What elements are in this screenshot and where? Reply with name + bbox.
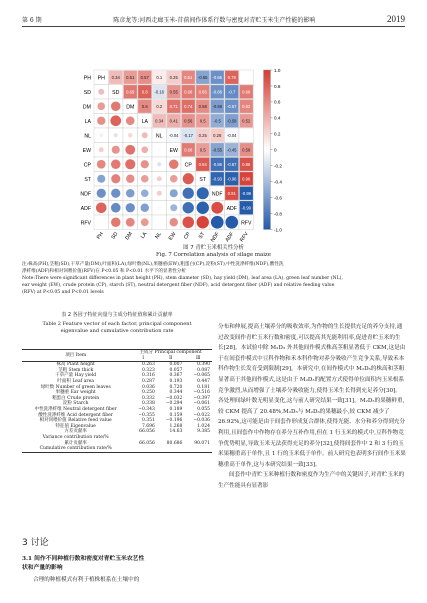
- running-title: 陈彦龙等:河西走廊玉米-苜蓿间作体系行数与密度对青贮玉米生产性能的影响: [113, 17, 316, 24]
- row-value: 66.056: [139, 440, 155, 446]
- diagonal-label: SD: [112, 89, 120, 96]
- cell-value: 0.69: [126, 89, 135, 95]
- heatmap-circle: [111, 218, 120, 227]
- row-label: 绿叶数 Number of green leaves: [40, 384, 111, 390]
- row-value: 9.385: [197, 429, 210, 435]
- col-label-nl: NL: [154, 231, 163, 241]
- table2: [22, 349, 212, 453]
- col-label-ph: PH: [95, 231, 105, 241]
- table2-header-pc: 主成分 Principal component: [139, 350, 202, 355]
- cell-value: 0.34: [111, 74, 120, 80]
- heatmap-circle: [197, 216, 209, 228]
- row-value: 0.323: [141, 367, 155, 373]
- color-scale-bar: [264, 70, 271, 230]
- cell-value: -0.16: [154, 89, 165, 95]
- heatmap-circle: [183, 173, 194, 184]
- heatmap-circle: [157, 162, 161, 166]
- heatmap-circle: [126, 203, 135, 212]
- cell-value: -0.17: [183, 132, 194, 138]
- cell-value: 0.68: [184, 147, 193, 153]
- row-value: 1.268: [169, 423, 183, 429]
- heatmap-circle: [169, 160, 178, 169]
- subsection-heading-line1: 3.1 间作不同种植行数和密度对青贮玉米农艺性: [22, 556, 145, 562]
- row-value: 7.696: [141, 423, 155, 429]
- cell-value: -0.96: [226, 176, 237, 182]
- cell-value: -0.5: [213, 118, 221, 124]
- row-value: 0.193: [169, 378, 183, 384]
- heatmap-circle: [112, 146, 120, 154]
- diagonal-label: NDF: [211, 191, 223, 198]
- cell-value: -0.66: [212, 89, 223, 95]
- row-value: 66.056: [139, 429, 155, 435]
- row-value: 0.720: [169, 384, 183, 390]
- row-value: −0.196: [165, 418, 183, 424]
- heatmap-circle: [182, 216, 194, 228]
- table2-caption-en-2: eigenvalue and cumulative contribution rate: [60, 328, 174, 334]
- heatmap-circle: [111, 160, 120, 169]
- row-value: 0.250: [141, 390, 155, 396]
- heatmap-circle: [100, 134, 103, 137]
- row-value: 14.63: [169, 429, 183, 435]
- cell-value: 0.25: [198, 132, 207, 138]
- cell-value: 0.79: [227, 74, 236, 80]
- col-label-cp: CP: [182, 231, 192, 241]
- row-label-ndf: NDF: [80, 191, 91, 198]
- diagonal-label: LA: [141, 118, 148, 125]
- figure-note-3: Note:There were significant differences in plant height (PH), stem diameter (SD), hay yield (DM), leaf area (LA), green leaf number (NL),: [22, 276, 343, 281]
- heatmap-cell-border: [239, 128, 254, 143]
- heatmap-circle: [157, 176, 162, 181]
- row-value: −0.516: [193, 390, 210, 396]
- left-body-text: 合理的种植模式有利于植株根系在土壤中的: [33, 577, 140, 583]
- diagonal-label: DM: [126, 104, 135, 111]
- table2-header-col2: Ⅱ: [169, 355, 173, 361]
- cell-value: 0.52: [242, 118, 251, 124]
- row-label: 株高 Plant height: [56, 362, 95, 368]
- heatmap-circle: [114, 133, 118, 137]
- cell-value: 0.41: [169, 118, 178, 124]
- row-value: 80.686: [166, 440, 183, 446]
- row-value: −0.397: [193, 395, 210, 401]
- row-value: 0.189: [169, 406, 183, 412]
- table-row: [22, 446, 212, 452]
- heatmap-grid: [80, 70, 253, 243]
- cell-value: 0.58: [242, 147, 251, 153]
- heatmap-circle: [110, 115, 121, 126]
- table2-caption-cn: 表 2 各因子特征向量与主成分特征值和累计贡献率: [61, 312, 173, 318]
- cell-value: -0.93: [212, 176, 223, 182]
- row-label: 中性洗涤纤维 Neutral detergent fiber: [34, 406, 117, 412]
- heatmap-circle: [170, 175, 178, 183]
- heatmap-circle: [97, 102, 105, 110]
- row-value: −0.032: [165, 395, 183, 401]
- cell-value: 0.34: [155, 118, 164, 124]
- cell-value: 0.57: [140, 74, 149, 80]
- row-value: −0.022: [193, 412, 210, 418]
- row-value: −0.036: [193, 418, 210, 424]
- cell-value: 0.74: [184, 103, 193, 109]
- heatmap-circle: [125, 145, 135, 155]
- figure-note-1: 注:株高(PH),茎粗(SD),干草产量(DM),叶面积(LA),绿叶数(NL),果穗重(EW),粗蛋白(CP),淀粉(ST),中性洗涤纤维(NDF),酸性洗: [22, 262, 284, 267]
- row-label: 淀粉 Starch: [62, 401, 89, 407]
- subsection-heading-line2: 状和产量的影响: [22, 565, 63, 571]
- cell-value: -0.67: [226, 103, 237, 109]
- diagonal-label: NL: [155, 133, 163, 140]
- row-label: 果穗重 Ear weight: [55, 390, 96, 396]
- heatmap-circle: [111, 101, 121, 111]
- diagonal-label: RFV: [241, 220, 252, 227]
- cell-value: 0.1: [156, 74, 163, 80]
- cell-value: -0.55: [197, 74, 208, 80]
- scale-tick-label: 0.6: [274, 99, 281, 105]
- table2-body: [22, 362, 212, 453]
- row-label: 粗蛋白 Crude protein: [52, 395, 100, 401]
- row-value: 90.071: [194, 440, 210, 446]
- diagonal-label: ADF: [226, 205, 237, 212]
- row-label-sd: SD: [83, 89, 91, 96]
- row-value: 0.338: [141, 401, 155, 407]
- heatmap-circle: [141, 218, 149, 226]
- row-value: [157, 446, 185, 452]
- cell-value: 0.5: [199, 118, 206, 124]
- cell-value: 0.68: [184, 89, 193, 95]
- figure-note-2: 涤纤维(ADF)和相对饲喂价值(RFV)在 P<0.05 和 P<0.01 水平下的显著性分析: [22, 269, 186, 274]
- table2-header-col1: Ⅰ: [142, 355, 144, 361]
- scale-tick-label: -0.8: [274, 211, 282, 217]
- row-value: 0.332: [141, 395, 155, 401]
- row-value: 0.036: [141, 384, 155, 390]
- row-value: 0.055: [197, 406, 210, 412]
- heatmap-circle: [126, 218, 135, 227]
- row-label: 方差贡献率: [64, 429, 87, 435]
- scale-tick-label: -1.0: [274, 227, 282, 233]
- heatmap-circle: [170, 189, 178, 197]
- row-value: 0.181: [197, 384, 210, 390]
- scale-tick-label: -0.2: [274, 163, 282, 169]
- row-label-ew: EW: [82, 147, 91, 154]
- heatmap-circle: [98, 89, 104, 95]
- row-label-ph: PH: [83, 75, 91, 82]
- heatmap-circle: [211, 216, 224, 229]
- row-label-st: ST: [84, 176, 91, 183]
- row-label: 相对饲喂价值 Relative feed value: [39, 418, 112, 424]
- heatmap-circle: [158, 206, 161, 209]
- cell-value: -0.04: [168, 132, 179, 138]
- paragraph-1: 分布和伸展,提高土壤养分的吸收效率,为作物的生长提供充足的养分支持,通过改变间作青贮玉米行数和密度,可以提高其光能利用率,促进青贮玉米的生长[28]。本试验中除 M₂D₃ 外其他间作模式株高茎粗显著低于 CKM,这是由于在间套作模式中豆科作物和禾本科作物对养分吸收产生竞争关系,导致禾本科作物生长发育受到限制[29]。本研究中,在间作模式中 M₂D₃的株高和茎粗显著高于其他间作模式,这是由于 M₂D₃的配置方式使得单位面积内玉米根系竞争激烈,从而增强了土壤养分吸收能力,使得玉米生长得到充足养分[30]。各处理间绿叶数无明显变化,这与前人研究结果一致[31]。M₂D₃的果穗鲜重,较 CKM 提高了 20.48%,M₂D₃与 M₂D₃的果穗最小,较 CKM 减少了 26.92%,这可能是由于间套作形成复合群体,使得光能、水分和养分得到充分利用,且间套作中作物存在养分互补作用,但在 1 行玉米的模式中,豆科作物竞争优势明显,导致玉米无法获得充足的养分[32],使得间套作中 2 和 3 行的玉米果穗重高于单作,且 1 行的玉米低于单作。前人研究也表明多行间作玉米果穗重高于单作,这与本研究结果一致[33]。: [218, 324, 406, 468]
- scale-tick-label: 0.8: [274, 83, 281, 89]
- cell-value: 0.88: [242, 161, 251, 167]
- row-value: −0.061: [193, 401, 210, 407]
- heatmap-circle: [142, 132, 148, 138]
- row-label: 特征值 Eigenvalue: [55, 423, 96, 429]
- row-label-la: LA: [84, 118, 91, 125]
- heatmap-circle: [197, 202, 209, 214]
- cell-value: 0.68: [242, 89, 251, 95]
- scale-tick-label: 1.0: [274, 67, 281, 73]
- row-value: 0.087: [197, 367, 210, 373]
- heatmap-circle: [111, 174, 120, 183]
- row-value: 0.057: [169, 367, 183, 373]
- row-label: Cumulative contribution rate/%: [39, 446, 112, 452]
- row-label: 干草产量 Hay yield: [55, 373, 97, 379]
- row-value: 0.159: [169, 412, 183, 418]
- heatmap-circle: [141, 160, 149, 168]
- figure-caption-en: Fig. 7 Correlation analysis of silage maize: [156, 252, 271, 258]
- heatmap-circle: [141, 175, 149, 183]
- cell-value: -0.66: [212, 74, 223, 80]
- cell-value: 0.56: [184, 118, 193, 124]
- heatmap-circle: [141, 189, 149, 197]
- cell-value: 0.5: [199, 147, 206, 153]
- heatmap-circle: [126, 116, 135, 125]
- row-value: 1.024: [197, 423, 210, 429]
- cell-value: -0.59: [212, 103, 223, 109]
- heatmap-circle: [97, 160, 106, 169]
- row-label: 累计贡献率: [64, 440, 87, 446]
- row-label: 茎粗 Stem thick: [58, 367, 94, 373]
- heatmap-circle: [111, 189, 120, 198]
- heatmap-circle: [158, 148, 161, 151]
- figure-note-4: ear weight (EW), crude protein (CP), starch (ST), neutral detergent fiber (NDF), acid detergent fiber (ADF) and relative feeding value: [22, 283, 335, 288]
- heatmap-circle: [170, 218, 178, 226]
- cell-value: -0.7: [228, 89, 236, 95]
- diagonal-label: CP: [184, 162, 192, 169]
- heatmap-circle: [128, 133, 132, 137]
- row-value: 0.367: [169, 373, 183, 379]
- right-column-text: [218, 322, 406, 492]
- cell-value: 0.6: [141, 103, 148, 109]
- heatmap-circle: [111, 203, 121, 213]
- scale-tick-label: 0: [274, 147, 277, 153]
- col-label-rfv: RFV: [239, 231, 250, 244]
- heatmap-cell-border: [94, 215, 109, 230]
- col-label-sd: SD: [110, 231, 120, 241]
- heatmap-circle: [183, 188, 194, 199]
- heatmap-circle: [183, 202, 194, 213]
- cell-value: 0.91: [227, 190, 236, 196]
- running-header: [22, 8, 405, 27]
- row-value: −0.355: [138, 412, 155, 418]
- heatmap-circle: [126, 175, 134, 183]
- cell-value: 0.8: [141, 89, 148, 95]
- cell-value: -0.55: [212, 147, 223, 153]
- scale-tick-label: -0.6: [274, 195, 282, 201]
- cell-value: 0.65: [198, 89, 207, 95]
- row-label-adf: ADF: [80, 205, 91, 212]
- row-label-nl: NL: [84, 133, 91, 140]
- row-value: 0.351: [141, 418, 155, 424]
- scale-tick-label: 0.4: [274, 115, 281, 121]
- heatmap-circle: [141, 204, 149, 212]
- heatmap-circle: [211, 202, 223, 214]
- cell-value: 0.26: [213, 132, 222, 138]
- row-value: −0.343: [138, 406, 155, 412]
- cell-value: 0.96: [242, 176, 251, 182]
- row-label: 酸性洗涤纤维 Acid detergent fiber: [38, 412, 113, 418]
- cell-value: -0.99: [241, 190, 252, 196]
- row-value: 0.390: [197, 362, 210, 368]
- heatmap-circle: [225, 216, 238, 229]
- table2-header-item: 项目 Item: [22, 350, 129, 362]
- page-number: 2019: [387, 14, 405, 24]
- cell-value: -0.45: [226, 147, 237, 153]
- cell-value: 0.55: [169, 89, 178, 95]
- figure-note-5: (RFV) at P<0.05 and P<0.01 levels: [22, 290, 104, 295]
- diagonal-label: EW: [169, 147, 178, 154]
- cell-value: 0.62: [242, 103, 251, 109]
- col-label-st: ST: [197, 231, 207, 241]
- table2-header-col3: Ⅲ: [196, 355, 201, 361]
- scale-tick-label: 0.2: [274, 131, 281, 137]
- section-heading: 3 讨论: [22, 538, 49, 548]
- scale-tick-label: -0.4: [274, 179, 282, 185]
- diagonal-label: ST: [199, 176, 207, 183]
- cell-value: -0.87: [226, 161, 237, 167]
- cell-value: -0.86: [212, 161, 223, 167]
- row-value: 0.263: [141, 362, 155, 368]
- diagonal-label: PH: [97, 75, 105, 82]
- heatmap-circle: [97, 117, 105, 125]
- row-value: 0.344: [169, 390, 183, 396]
- heatmap-circle: [197, 187, 209, 199]
- row-value: 0.316: [141, 373, 155, 379]
- cell-value: -0.04: [226, 132, 237, 138]
- row-value: 0.007: [169, 362, 183, 368]
- row-value: 0.447: [197, 378, 210, 384]
- col-label-ew: EW: [167, 231, 178, 242]
- cell-value: 0.2: [156, 103, 163, 109]
- heatmap-circle: [96, 202, 107, 213]
- cell-value: -0.99: [241, 205, 252, 211]
- row-label-dm: DM: [82, 104, 91, 111]
- heatmap-circle: [126, 189, 135, 198]
- row-value: −0.294: [165, 401, 183, 407]
- col-label-la: LA: [139, 231, 149, 240]
- heatmap-circle: [97, 175, 105, 183]
- cell-value: 0.84: [198, 161, 207, 167]
- cell-value: 0.61: [184, 74, 193, 80]
- issue-number: 第 6 期: [22, 17, 42, 24]
- heatmap-circle: [97, 189, 106, 198]
- cell-value: 0.51: [126, 74, 135, 80]
- cell-value: 0.58: [198, 103, 207, 109]
- heatmap-circle: [157, 191, 162, 196]
- row-value: [184, 446, 212, 452]
- cell-value: 0.25: [169, 74, 178, 80]
- row-label-rfv: RFV: [80, 220, 91, 227]
- paragraph-2: 间套作中青贮玉米种植行数和密度作为生产中的关键因子,对青贮玉米的生产性能具有显著影: [218, 472, 405, 489]
- heatmap-cell-border: [239, 70, 254, 85]
- heatmap-cell-border: [152, 215, 167, 230]
- heatmap-circle: [125, 159, 135, 169]
- figure-caption-cn: 图 7 青贮玉米相关性分析: [183, 245, 244, 251]
- correlation-heatmap: [70, 66, 360, 251]
- row-value: −0.065: [193, 373, 210, 379]
- heatmap-circle: [141, 146, 148, 153]
- heatmap-circle: [170, 204, 177, 211]
- row-value: 0.287: [141, 378, 155, 384]
- col-label-adf: ADF: [224, 231, 236, 244]
- row-label: 叶面积 Leaf area: [57, 378, 94, 384]
- cell-value: -0.58: [226, 118, 237, 124]
- heatmap-circle: [99, 147, 104, 152]
- table2-caption-en-1: Table 2 Feature vector of each factor, principal component: [42, 321, 192, 327]
- col-label-dm: DM: [124, 231, 134, 242]
- row-label-cp: CP: [83, 162, 91, 169]
- cell-value: 0.71: [169, 103, 178, 109]
- row-value: [129, 446, 157, 452]
- col-label-ndf: NDF: [209, 231, 221, 244]
- row-label: Variance contribution rate/%: [42, 434, 109, 440]
